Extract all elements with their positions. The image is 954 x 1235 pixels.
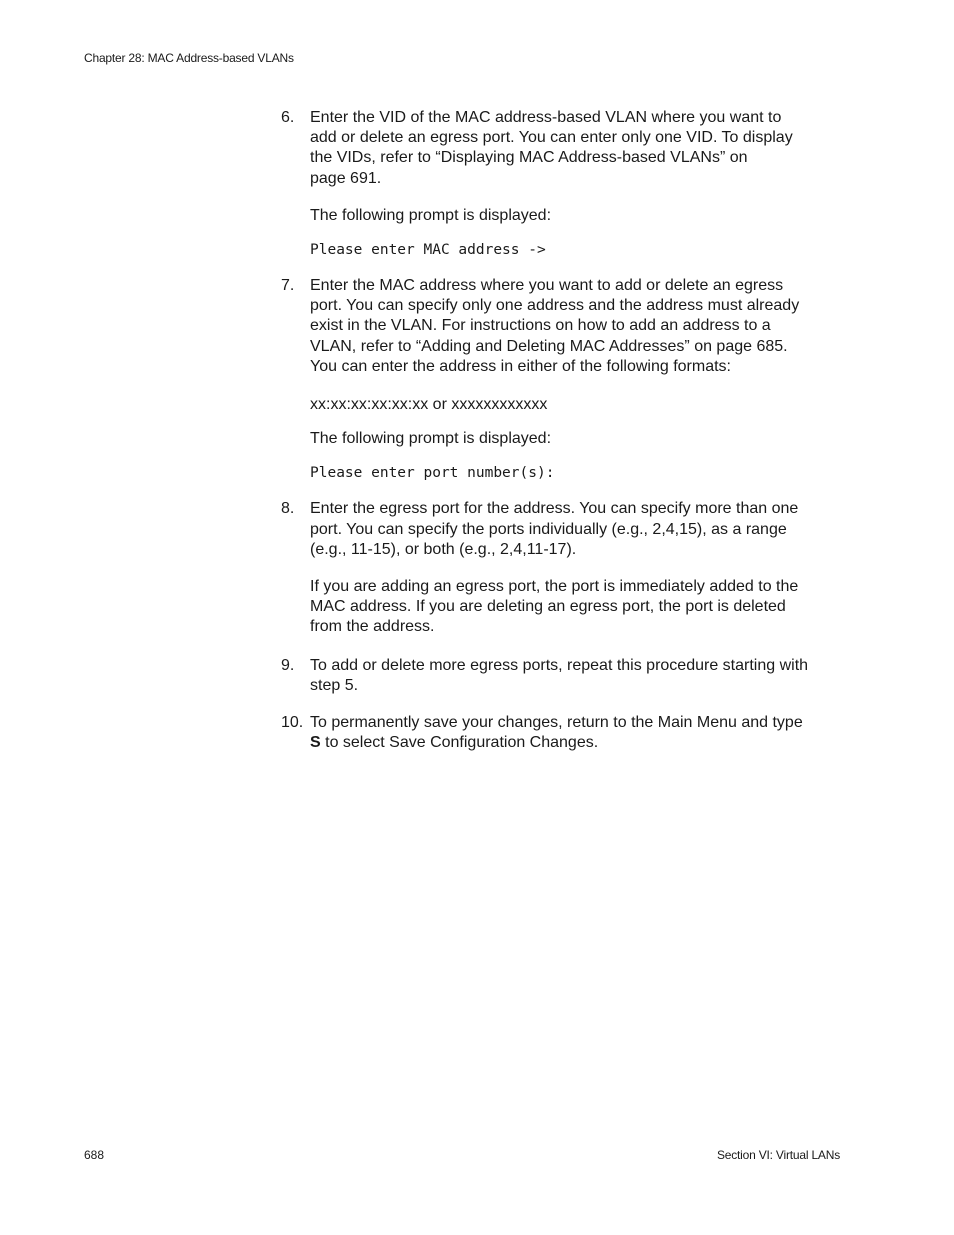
step-note (310, 577, 841, 638)
step-text (310, 276, 841, 377)
text-line: You can enter the address in either of the following formats: (310, 357, 731, 375)
running-header: Chapter 28: MAC Address-based VLANs (84, 51, 294, 65)
section-footer: Section VI: Virtual LANs (716, 1148, 840, 1162)
step-text (310, 713, 841, 753)
text-line: page 691. (310, 169, 382, 187)
text-line: Enter the egress port for the address. You can specify more than one (310, 500, 799, 518)
step-9 (281, 656, 841, 696)
text-line: Enter the MAC address where you want to add or delete an egress (310, 277, 784, 295)
text-line: To add or delete more egress ports, repeat this procedure starting with (310, 656, 809, 674)
step-text (310, 499, 841, 560)
procedure-body (281, 108, 841, 753)
text-line: If you are adding an egress port, the port is immediately added to the (310, 578, 799, 596)
text-line: VLAN, refer to “Adding and Deleting MAC Addresses” on page 685. (310, 337, 788, 355)
text-line: port. You can specify the ports individually (e.g., 2,4,15), as a range (310, 520, 787, 538)
followup-text: The following prompt is displayed: (310, 430, 552, 448)
text-line: Enter the VID of the MAC address-based VLAN where you want to (310, 109, 782, 126)
text-line: add or delete an egress port. You can enter only one VID. To display (310, 129, 793, 147)
text-line: from the address. (310, 618, 435, 636)
command-prompt: Please enter MAC address -> (310, 242, 546, 259)
text-line: MAC address. If you are deleting an egress port, the port is deleted (310, 598, 786, 616)
step-6 (281, 108, 841, 260)
step-7 (281, 276, 841, 483)
step-text (310, 108, 841, 189)
step-number: 8. (281, 500, 295, 518)
text-line: To permanently save your changes, return to the Main Menu and type (310, 714, 803, 732)
text-line: to select Save Configuration Changes. (320, 734, 599, 752)
page-number: 688 (84, 1148, 105, 1162)
key-shortcut: S (310, 734, 321, 752)
step-number: 9. (281, 656, 295, 674)
step-text (310, 656, 841, 696)
step-number: 7. (281, 277, 295, 295)
followup-text: The following prompt is displayed: (310, 206, 552, 224)
text-line: port. You can specify only one address and the address must already (310, 297, 800, 315)
command-prompt: Please enter port number(s): (310, 465, 555, 482)
text-line: the VIDs, refer to “Displaying MAC Address-based VLANs” on (310, 149, 748, 167)
step-number: 10. (281, 714, 304, 732)
step-8 (281, 499, 841, 637)
step-10 (281, 713, 841, 753)
text-line: step 5. (310, 676, 359, 694)
text-line: (e.g., 11-15), or both (e.g., 2,4,11-17). (310, 540, 577, 558)
address-formats: xx:xx:xx:xx:xx:xx or xxxxxxxxxxxx (310, 396, 548, 414)
text-line: exist in the VLAN. For instructions on how to add an address to a (310, 317, 771, 335)
step-number: 6. (281, 109, 295, 126)
